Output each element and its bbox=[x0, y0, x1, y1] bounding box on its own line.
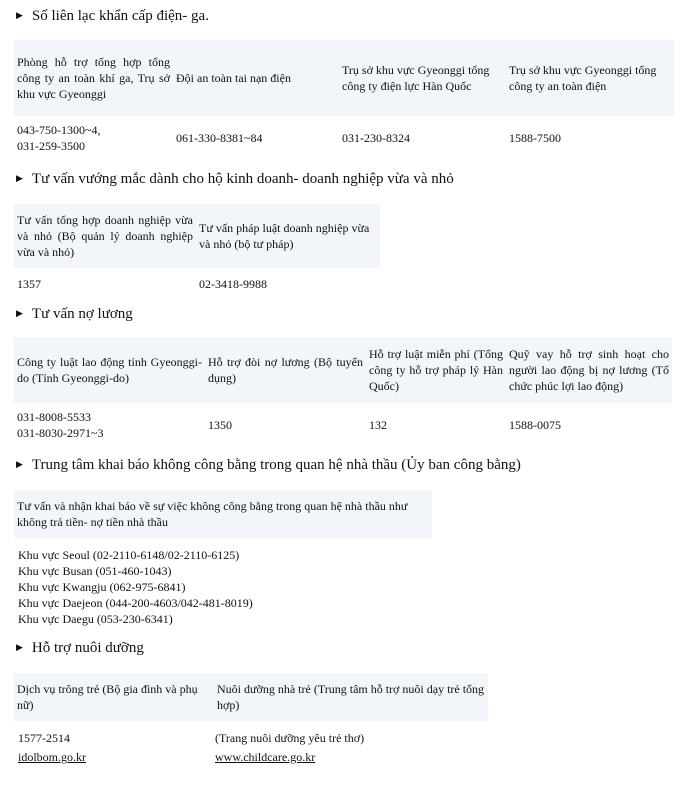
triangle-bullet-icon: ▶ bbox=[16, 173, 23, 183]
table-cell: 1588-0075 bbox=[509, 418, 561, 432]
childcare-link[interactable]: www.childcare.go.kr bbox=[215, 750, 316, 764]
table-cell: 1588-7500 bbox=[509, 131, 561, 145]
list-item: Khu vực Kwangju (062-975-6841) bbox=[18, 580, 186, 594]
heading-text: Hỗ trợ nuôi dưỡng bbox=[31, 640, 144, 656]
heading-text: Tư vấn vướng mắc dành cho hộ kinh doanh- doanh nghiệp vừa và nhỏ bbox=[31, 171, 454, 187]
heading-text: Tư vấn nợ lương bbox=[31, 306, 133, 322]
table-cell: 061-330-8381~84 bbox=[176, 131, 263, 145]
table-cell: 1350 bbox=[208, 418, 232, 432]
list-item: Khu vực Daegu (053-230-6341) bbox=[18, 612, 173, 626]
table-header: Hỗ trợ đòi nợ lương (Bộ tuyển dụng) bbox=[205, 337, 366, 403]
table-header: Quỹ vay hỗ trợ sinh hoạt cho người lao động bị nợ lương (Tổ chức phúc lợi lao động) bbox=[506, 337, 672, 403]
heading-text: Số liên lạc khẩn cấp điện- ga. bbox=[31, 8, 209, 24]
childcare-phone: 1577-2514 bbox=[18, 731, 70, 745]
table-header: Trụ sở khu vực Gyeonggi tổng công ty an toàn điện bbox=[506, 40, 674, 116]
table-header: Tư vấn và nhận khai báo về sự việc không công bằng trong quan hệ nhà thầu như không trả tiền- nợ tiền nhà thầu bbox=[14, 490, 432, 538]
table-cell: 031-8008-5533 031-8030-2971~3 bbox=[17, 410, 104, 440]
regional-contacts-list bbox=[18, 547, 253, 627]
unpaid-wages-table bbox=[14, 337, 672, 447]
list-item: Khu vực Seoul (02-2110-6148/02-2110-6125) bbox=[18, 548, 240, 562]
sme-consulting-table bbox=[14, 204, 380, 300]
section-heading-wages bbox=[16, 304, 133, 323]
table-cell: 02-3418-9988 bbox=[199, 277, 267, 291]
emergency-contacts-table bbox=[14, 40, 674, 160]
table-header: Công ty luật lao động tỉnh Gyeonggi-do (Tỉnh Gyeonggi-do) bbox=[14, 337, 205, 403]
list-item: Khu vực Daejeon (044-200-4603/042-481-8019) bbox=[18, 596, 253, 610]
table-header: Hỗ trợ luật miễn phí (Tổng công ty hỗ trợ pháp lý Hàn Quốc) bbox=[366, 337, 506, 403]
section-heading-sme bbox=[16, 169, 454, 188]
subcontract-table bbox=[14, 490, 432, 538]
table-header: Dịch vụ trông trẻ (Bộ gia đình và phụ nữ) bbox=[14, 673, 214, 721]
table-header: Đội an toàn tai nạn điện bbox=[173, 40, 339, 116]
table-header: Trụ sở khu vực Gyeonggi tổng công ty điện lực Hàn Quốc bbox=[339, 40, 506, 116]
childcare-table bbox=[14, 673, 488, 721]
section-heading-childcare bbox=[16, 638, 144, 657]
table-cell: 043-750-1300~4, 031-259-3500 bbox=[17, 123, 101, 153]
triangle-bullet-icon: ▶ bbox=[16, 642, 23, 652]
table-cell: 132 bbox=[369, 418, 387, 432]
table-cell: 1357 bbox=[17, 277, 41, 291]
table-header: Nuôi dưỡng nhà trẻ (Trung tâm hỗ trợ nuôi dạy trẻ tổng hợp) bbox=[214, 673, 488, 721]
triangle-bullet-icon: ▶ bbox=[16, 308, 23, 318]
section-heading-emergency bbox=[16, 6, 209, 25]
table-header: Tư vấn tổng hợp doanh nghiệp vừa và nhỏ (Bộ quản lý doanh nghiệp vừa và nhỏ) bbox=[14, 204, 196, 268]
table-header: Tư vấn pháp luật doanh nghiệp vừa và nhỏ (bộ tư pháp) bbox=[196, 204, 380, 268]
heading-text: Trung tâm khai báo không công bằng trong quan hệ nhà thầu (Ủy ban công bằng) bbox=[31, 457, 521, 473]
section-heading-subcontract bbox=[16, 455, 521, 474]
idolbom-link[interactable]: idolbom.go.kr bbox=[18, 750, 86, 764]
table-cell: 031-230-8324 bbox=[342, 131, 410, 145]
list-item: Khu vực Busan (051-460-1043) bbox=[18, 564, 172, 578]
triangle-bullet-icon: ▶ bbox=[16, 459, 23, 469]
table-header: Phòng hỗ trợ tổng hợp tổng công ty an toàn khí ga, Trụ sở khu vực Gyeonggi bbox=[14, 40, 173, 116]
triangle-bullet-icon: ▶ bbox=[16, 10, 23, 20]
childcare-site-caption: (Trang nuôi dưỡng yêu trẻ thơ) bbox=[215, 731, 365, 745]
